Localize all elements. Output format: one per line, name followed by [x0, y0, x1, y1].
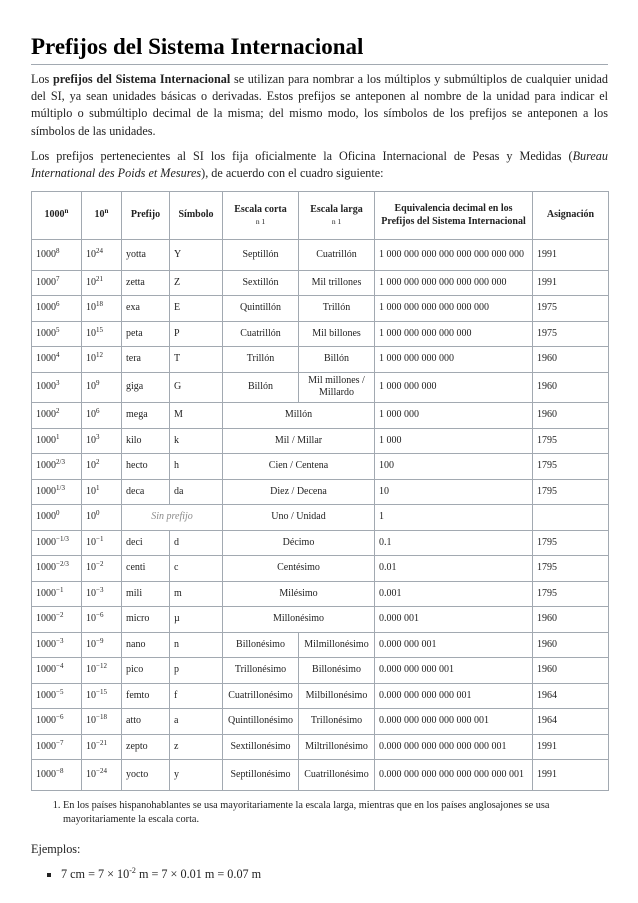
cell-decimal: 1 000 000 000 000 000 000 000: [375, 270, 533, 296]
table-row: [32, 240, 609, 271]
intro-text: se utilizan para nombrar a los múltiplos y submúltiplos de cualquier unidad del SI, ya sean unidades básicas o derivadas. Estos prefijos se anteponen al nombre de la unidad para indicar el múltiplo o submúltiplo decimal de la misma; del mismo modo, los símbolos de los prefijos se anteponen a los símbolos de las unidades.: [31, 72, 608, 138]
cell-year: 1795: [533, 556, 609, 582]
intro-bold-term: prefijos del Sistema Internacional: [52, 72, 231, 86]
cell-decimal: 1 000 000 000 000 000 000: [375, 296, 533, 322]
cell-long-scale: Trillonésimo: [299, 709, 375, 735]
table-row: [32, 709, 609, 735]
cell-symbol: P: [170, 321, 223, 347]
cell-year: 1795: [533, 530, 609, 556]
table-row: [32, 270, 609, 296]
cell-year: 1975: [533, 321, 609, 347]
cell-long-scale: Trillón: [299, 296, 375, 322]
cell-base10: $10^{-18}$: [82, 709, 122, 735]
cell-prefix: atto: [122, 709, 170, 735]
cell-prefix: yocto: [122, 760, 170, 791]
cell-base1000: 1000$^6$: [32, 296, 82, 322]
table-row: [32, 296, 609, 322]
cell-base10: $10^{12}$: [82, 347, 122, 373]
table-row: [32, 581, 609, 607]
cell-year: 1991: [533, 734, 609, 760]
cell-base1000: 1000$^8$: [32, 240, 82, 271]
cell-long-scale: Mil trillones: [299, 270, 375, 296]
footnote-ref[interactable]: n 1: [331, 216, 342, 226]
cell-long-scale: Milmillonésimo: [299, 632, 375, 658]
table-row: [32, 479, 609, 505]
cell-decimal: 0.000 000 000 001: [375, 658, 533, 684]
cell-name: Décimo: [223, 530, 375, 556]
cell-symbol: m: [170, 581, 223, 607]
cell-decimal: 0.000 000 000 000 001: [375, 683, 533, 709]
cell-decimal: 0.000 000 001: [375, 632, 533, 658]
footnote-ref[interactable]: n 1: [255, 216, 266, 226]
table-row: [32, 403, 609, 429]
cell-decimal: 0.000 000 000 000 000 000 000 001: [375, 760, 533, 791]
cell-base10: $10^{-1}$: [82, 530, 122, 556]
cell-decimal: 1 000 000 000: [375, 372, 533, 403]
cell-base1000: $1000^{-7}$: [32, 734, 82, 760]
cell-base10: $10^6$: [82, 403, 122, 429]
cell-base1000: $1000^{-1}$: [32, 581, 82, 607]
cell-base1000: $1000^{-6}$: [32, 709, 82, 735]
cell-prefix: zepto: [122, 734, 170, 760]
header-base1000: 1000$^n$: [32, 192, 82, 240]
cell-symbol: µ: [170, 607, 223, 633]
table-row: [32, 321, 609, 347]
header-prefix: Prefijo: [122, 192, 170, 240]
cell-base10: $10^{18}$: [82, 296, 122, 322]
cell-decimal: 1 000 000: [375, 403, 533, 429]
cell-decimal: 1 000 000 000 000 000: [375, 321, 533, 347]
table-row: [32, 658, 609, 684]
cell-base1000: $1000^{-2}$: [32, 607, 82, 633]
header-base10: 10$^n$: [82, 192, 122, 240]
table-row: [32, 632, 609, 658]
cell-short-scale: Sextillón: [223, 270, 299, 296]
cell-base1000: 1000$^0$: [32, 505, 82, 531]
cell-base10: $10^{21}$: [82, 270, 122, 296]
bipm-text[interactable]: Los prefijos pertenecientes al SI los fija oficialmente la Oficina Internacional de Pesas y Medidas (: [31, 148, 573, 163]
cell-name: Centésimo: [223, 556, 375, 582]
example-item: ▪ 7 cm = $7 \times 10^{-2}$ m = 7 × 0.01 m = 0.07 m: [61, 867, 608, 882]
cell-year: 1960: [533, 632, 609, 658]
cell-symbol: c: [170, 556, 223, 582]
cell-base10: $10^{-2}$: [82, 556, 122, 582]
cell-base10: $10^{-21}$: [82, 734, 122, 760]
cell-symbol: z: [170, 734, 223, 760]
cell-prefix: deci: [122, 530, 170, 556]
cell-base1000: 1000$^2$: [32, 403, 82, 429]
cell-base10: $10^{24}$: [82, 240, 122, 271]
cell-base10: $10^{-6}$: [82, 607, 122, 633]
cell-base1000: $1000^{1/3}$: [32, 479, 82, 505]
cell-base10: $10^9$: [82, 372, 122, 403]
cell-prefix: pico: [122, 658, 170, 684]
cell-base1000: $1000^{-5}$: [32, 683, 82, 709]
cell-prefix: mili: [122, 581, 170, 607]
cell-year: 1795: [533, 428, 609, 454]
table-body: [32, 240, 609, 791]
cell-base1000: $1000^{2/3}$: [32, 454, 82, 480]
examples-list: [31, 867, 608, 882]
cell-year: 1795: [533, 581, 609, 607]
cell-decimal: 1 000 000 000 000 000 000 000 000: [375, 240, 533, 271]
cell-base10: $10^{-9}$: [82, 632, 122, 658]
cell-short-scale: Cuatrillón: [223, 321, 299, 347]
cell-year: 1964: [533, 683, 609, 709]
cell-year: 1975: [533, 296, 609, 322]
table-row: [32, 454, 609, 480]
cell-short-scale: Billón: [223, 372, 299, 403]
intro-text: Los: [31, 72, 53, 86]
cell-prefix: giga: [122, 372, 170, 403]
cell-short-scale: Septillón: [223, 240, 299, 271]
cell-base1000: $1000^{-1/3}$: [32, 530, 82, 556]
table-row: [32, 734, 609, 760]
cell-name: Uno / Unidad: [223, 505, 375, 531]
cell-symbol: y: [170, 760, 223, 791]
cell-long-scale: Milbillonésimo: [299, 683, 375, 709]
header-long-scale: Escala larga n 1: [299, 192, 375, 240]
cell-prefix: nano: [122, 632, 170, 658]
cell-year: 1960: [533, 658, 609, 684]
cell-symbol: Y: [170, 240, 223, 271]
cell-year: [533, 505, 609, 531]
cell-year: 1960: [533, 347, 609, 373]
cell-base1000: $1000^{-8}$: [32, 760, 82, 791]
bipm-paragraph: [31, 148, 608, 182]
cell-decimal: 1: [375, 505, 533, 531]
cell-symbol: T: [170, 347, 223, 373]
table-row: [32, 428, 609, 454]
table-row: [32, 372, 609, 403]
cell-long-scale: Billonésimo: [299, 658, 375, 684]
prefix-table: [31, 191, 609, 791]
table-row: [32, 607, 609, 633]
cell-base10: $10^1$: [82, 479, 122, 505]
table-row: [32, 530, 609, 556]
cell-name: Milésimo: [223, 581, 375, 607]
cell-year: 1991: [533, 760, 609, 791]
cell-year: 1795: [533, 454, 609, 480]
cell-prefix: femto: [122, 683, 170, 709]
cell-prefix: deca: [122, 479, 170, 505]
cell-name: Millón: [223, 403, 375, 429]
cell-symbol: k: [170, 428, 223, 454]
cell-prefix: yotta: [122, 240, 170, 271]
cell-prefix: zetta: [122, 270, 170, 296]
cell-no-prefix: Sin prefijo: [122, 505, 223, 531]
page-title: Prefijos del Sistema Internacional: [31, 34, 608, 65]
cell-base1000: 1000$^4$: [32, 347, 82, 373]
cell-decimal: 0.000 000 000 000 000 000 001: [375, 734, 533, 760]
examples-label: Ejemplos:: [31, 841, 81, 856]
cell-year: 1795: [533, 479, 609, 505]
cell-year: 1960: [533, 607, 609, 633]
cell-long-scale: Cuatrillonésimo: [299, 760, 375, 791]
cell-symbol: h: [170, 454, 223, 480]
cell-symbol: d: [170, 530, 223, 556]
cell-base1000: 1000$^1$: [32, 428, 82, 454]
cell-long-scale: Mil billones: [299, 321, 375, 347]
cell-long-scale: Miltrillonésimo: [299, 734, 375, 760]
table-row: [32, 347, 609, 373]
table-row: [32, 683, 609, 709]
cell-year: 1960: [533, 372, 609, 403]
header-symbol: Símbolo: [170, 192, 223, 240]
cell-year: 1964: [533, 709, 609, 735]
cell-short-scale: Trillonésimo: [223, 658, 299, 684]
table-header-row: [32, 192, 609, 240]
header-year: Asignación: [533, 192, 609, 240]
cell-year: 1960: [533, 403, 609, 429]
cell-year: 1991: [533, 240, 609, 271]
cell-prefix: hecto: [122, 454, 170, 480]
intro-paragraph: [31, 71, 608, 140]
table-row: [32, 556, 609, 582]
cell-symbol: f: [170, 683, 223, 709]
cell-short-scale: Billonésimo: [223, 632, 299, 658]
cell-name: Diez / Decena: [223, 479, 375, 505]
cell-symbol: da: [170, 479, 223, 505]
cell-base10: $10^{-15}$: [82, 683, 122, 709]
cell-short-scale: Trillón: [223, 347, 299, 373]
cell-long-scale: Billón: [299, 347, 375, 373]
cell-symbol: G: [170, 372, 223, 403]
cell-symbol: p: [170, 658, 223, 684]
cell-name: Cien / Centena: [223, 454, 375, 480]
footnote-item: 1. En los países hispanohablantes se usa mayoritariamente la escala larga, mientras que en los países anglosajones se usa mayoritariamente la escala corta.: [63, 799, 608, 828]
cell-decimal: 0.01: [375, 556, 533, 582]
cell-short-scale: Cuatrillonésimo: [223, 683, 299, 709]
cell-short-scale: Sextillonésimo: [223, 734, 299, 760]
cell-decimal: 1 000: [375, 428, 533, 454]
cell-name: Millonésimo: [223, 607, 375, 633]
cell-decimal: 10: [375, 479, 533, 505]
cell-name: Mil / Millar: [223, 428, 375, 454]
cell-decimal: 0.000 000 000 000 000 001: [375, 709, 533, 735]
cell-base1000: $1000^{-4}$: [32, 658, 82, 684]
cell-base1000: $1000^{-2/3}$: [32, 556, 82, 582]
cell-prefix: micro: [122, 607, 170, 633]
cell-base1000: 1000$^3$: [32, 372, 82, 403]
cell-short-scale: Quintillón: [223, 296, 299, 322]
bipm-text: ), de acuerdo con el cuadro siguiente:: [201, 166, 384, 181]
bipm-link[interactable]: Bureau International des Poids et Mesures: [31, 148, 608, 181]
cell-year: 1991: [533, 270, 609, 296]
cell-symbol: a: [170, 709, 223, 735]
cell-prefix: peta: [122, 321, 170, 347]
cell-symbol: E: [170, 296, 223, 322]
cell-prefix: kilo: [122, 428, 170, 454]
cell-decimal: 100: [375, 454, 533, 480]
cell-short-scale: Septillonésimo: [223, 760, 299, 791]
cell-base10: $10^2$: [82, 454, 122, 480]
cell-prefix: centi: [122, 556, 170, 582]
cell-long-scale: Mil millones / Millardo: [299, 372, 375, 403]
cell-symbol: n: [170, 632, 223, 658]
header-decimal: Equivalencia decimal en los Prefijos del Sistema Internacional: [375, 192, 533, 240]
cell-base1000: 1000$^7$: [32, 270, 82, 296]
cell-base10: $10^3$: [82, 428, 122, 454]
cell-prefix: mega: [122, 403, 170, 429]
cell-decimal: 0.1: [375, 530, 533, 556]
cell-symbol: Z: [170, 270, 223, 296]
cell-prefix: exa: [122, 296, 170, 322]
cell-short-scale: Quintillonésimo: [223, 709, 299, 735]
cell-base10: $10^{-24}$: [82, 760, 122, 791]
cell-prefix: tera: [122, 347, 170, 373]
cell-long-scale: Cuatrillón: [299, 240, 375, 271]
cell-base10: $10^{-12}$: [82, 658, 122, 684]
table-row: [32, 505, 609, 531]
table-row: [32, 760, 609, 791]
cell-base10: $10^{-3}$: [82, 581, 122, 607]
cell-base1000: 1000$^5$: [32, 321, 82, 347]
cell-base10: $10^{15}$: [82, 321, 122, 347]
cell-decimal: 0.000 001: [375, 607, 533, 633]
cell-base10: $10^0$: [82, 505, 122, 531]
footnotes: [31, 799, 608, 828]
header-short-scale: Escala corta n 1: [223, 192, 299, 240]
cell-base1000: $1000^{-3}$: [32, 632, 82, 658]
cell-decimal: 1 000 000 000 000: [375, 347, 533, 373]
cell-decimal: 0.001: [375, 581, 533, 607]
cell-symbol: M: [170, 403, 223, 429]
